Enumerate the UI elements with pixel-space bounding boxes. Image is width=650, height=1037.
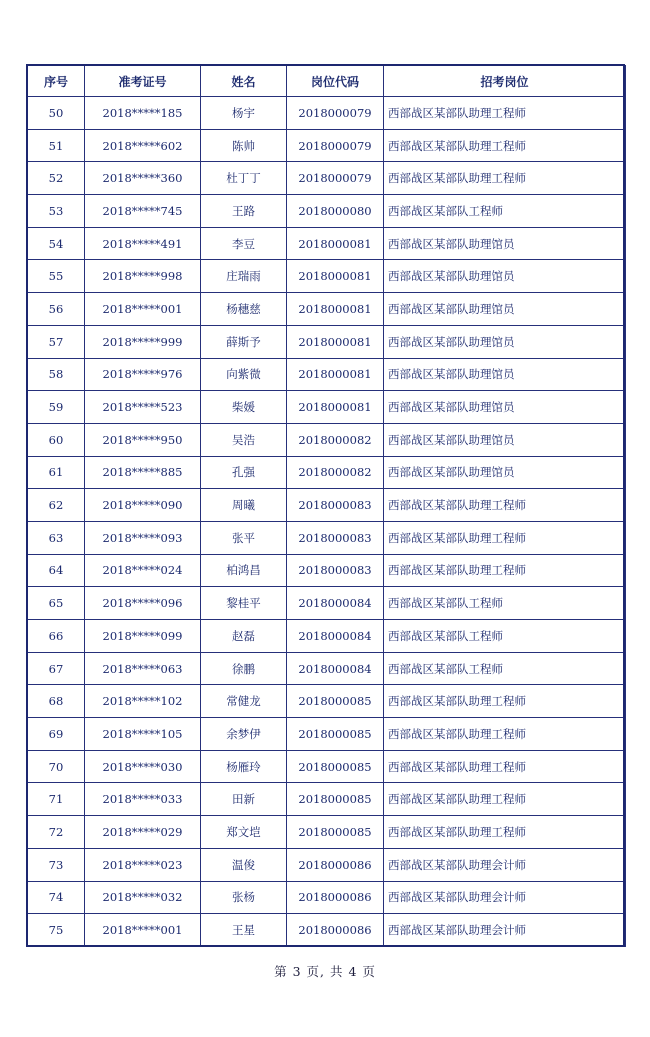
table-row <box>28 423 626 456</box>
table-row <box>28 456 626 489</box>
cell-exam-id: 2018*****001 <box>85 914 201 947</box>
table-row <box>28 391 626 424</box>
cell-exam-id: 2018*****998 <box>85 260 201 293</box>
cell-post-title: 西部战区某部队助理工程师 <box>384 685 626 718</box>
cell-serial-no: 58 <box>28 358 85 391</box>
cell-serial-no: 71 <box>28 783 85 816</box>
cell-post-code: 2018000085 <box>287 783 384 816</box>
cell-post-title: 西部战区某部队助理馆员 <box>384 325 626 358</box>
cell-name: 李豆 <box>201 227 287 260</box>
cell-name: 薛斯予 <box>201 325 287 358</box>
cell-serial-no: 62 <box>28 489 85 522</box>
cell-name: 柏鸿昌 <box>201 554 287 587</box>
cell-serial-no: 57 <box>28 325 85 358</box>
cell-post-code: 2018000084 <box>287 652 384 685</box>
cell-post-code: 2018000085 <box>287 750 384 783</box>
cell-serial-no: 70 <box>28 750 85 783</box>
cell-name: 陈帅 <box>201 129 287 162</box>
cell-post-code: 2018000085 <box>287 685 384 718</box>
cell-post-title: 西部战区某部队助理工程师 <box>384 750 626 783</box>
cell-post-code: 2018000086 <box>287 914 384 947</box>
cell-name: 徐鹏 <box>201 652 287 685</box>
table-header-row <box>28 66 626 97</box>
table-row <box>28 97 626 130</box>
cell-name: 杨宇 <box>201 97 287 130</box>
cell-serial-no: 65 <box>28 587 85 620</box>
cell-name: 杨雁玲 <box>201 750 287 783</box>
cell-name: 向紫微 <box>201 358 287 391</box>
cell-exam-id: 2018*****030 <box>85 750 201 783</box>
cell-serial-no: 60 <box>28 423 85 456</box>
cell-exam-id: 2018*****001 <box>85 293 201 326</box>
cell-serial-no: 68 <box>28 685 85 718</box>
cell-exam-id: 2018*****063 <box>85 652 201 685</box>
header-exam-id: 准考证号 <box>85 66 201 97</box>
cell-name: 孔强 <box>201 456 287 489</box>
cell-exam-id: 2018*****185 <box>85 97 201 130</box>
cell-exam-id: 2018*****033 <box>85 783 201 816</box>
cell-serial-no: 64 <box>28 554 85 587</box>
cell-name: 黎桂平 <box>201 587 287 620</box>
table-row <box>28 848 626 881</box>
header-post-title: 招考岗位 <box>384 66 626 97</box>
cell-exam-id: 2018*****602 <box>85 129 201 162</box>
table-row <box>28 587 626 620</box>
cell-post-code: 2018000083 <box>287 521 384 554</box>
table-row <box>28 620 626 653</box>
cell-name: 常健龙 <box>201 685 287 718</box>
cell-serial-no: 69 <box>28 718 85 751</box>
cell-post-code: 2018000079 <box>287 129 384 162</box>
table-row <box>28 718 626 751</box>
cell-exam-id: 2018*****032 <box>85 881 201 914</box>
cell-name: 周曦 <box>201 489 287 522</box>
cell-name: 杨穗慈 <box>201 293 287 326</box>
table-row <box>28 325 626 358</box>
cell-serial-no: 61 <box>28 456 85 489</box>
cell-name: 张杨 <box>201 881 287 914</box>
cell-name: 吴浩 <box>201 423 287 456</box>
cell-serial-no: 73 <box>28 848 85 881</box>
cell-post-title: 西部战区某部队工程师 <box>384 195 626 228</box>
cell-name: 柴媛 <box>201 391 287 424</box>
cell-post-code: 2018000086 <box>287 881 384 914</box>
table-row <box>28 652 626 685</box>
cell-post-code: 2018000079 <box>287 97 384 130</box>
cell-name: 王路 <box>201 195 287 228</box>
cell-post-code: 2018000081 <box>287 293 384 326</box>
cell-post-code: 2018000082 <box>287 423 384 456</box>
table-row <box>28 881 626 914</box>
cell-exam-id: 2018*****096 <box>85 587 201 620</box>
cell-name: 王星 <box>201 914 287 947</box>
table-row <box>28 129 626 162</box>
cell-post-title: 西部战区某部队助理工程师 <box>384 489 626 522</box>
table-row <box>28 162 626 195</box>
cell-post-code: 2018000081 <box>287 227 384 260</box>
cell-post-title: 西部战区某部队助理馆员 <box>384 293 626 326</box>
cell-post-code: 2018000085 <box>287 816 384 849</box>
cell-post-title: 西部战区某部队助理工程师 <box>384 162 626 195</box>
cell-name: 杜丁丁 <box>201 162 287 195</box>
cell-serial-no: 50 <box>28 97 85 130</box>
header-post-code: 岗位代码 <box>287 66 384 97</box>
cell-exam-id: 2018*****523 <box>85 391 201 424</box>
table-row <box>28 260 626 293</box>
cell-post-title: 西部战区某部队助理工程师 <box>384 554 626 587</box>
cell-post-code: 2018000083 <box>287 489 384 522</box>
cell-post-code: 2018000086 <box>287 848 384 881</box>
header-serial-no: 序号 <box>28 66 85 97</box>
results-table <box>27 65 626 947</box>
cell-exam-id: 2018*****999 <box>85 325 201 358</box>
table-row <box>28 358 626 391</box>
cell-post-code: 2018000079 <box>287 162 384 195</box>
cell-serial-no: 75 <box>28 914 85 947</box>
cell-post-code: 2018000081 <box>287 358 384 391</box>
cell-name: 田新 <box>201 783 287 816</box>
cell-post-title: 西部战区某部队助理馆员 <box>384 423 626 456</box>
table-body <box>28 97 626 947</box>
cell-post-code: 2018000081 <box>287 391 384 424</box>
cell-post-title: 西部战区某部队助理会计师 <box>384 881 626 914</box>
cell-post-title: 西部战区某部队工程师 <box>384 652 626 685</box>
cell-serial-no: 56 <box>28 293 85 326</box>
cell-exam-id: 2018*****102 <box>85 685 201 718</box>
cell-post-title: 西部战区某部队助理工程师 <box>384 718 626 751</box>
cell-serial-no: 54 <box>28 227 85 260</box>
cell-post-code: 2018000082 <box>287 456 384 489</box>
cell-exam-id: 2018*****099 <box>85 620 201 653</box>
cell-post-title: 西部战区某部队助理馆员 <box>384 391 626 424</box>
cell-post-title: 西部战区某部队助理工程师 <box>384 129 626 162</box>
cell-post-code: 2018000084 <box>287 587 384 620</box>
cell-serial-no: 63 <box>28 521 85 554</box>
cell-post-title: 西部战区某部队助理会计师 <box>384 914 626 947</box>
cell-name: 郑文垲 <box>201 816 287 849</box>
cell-serial-no: 67 <box>28 652 85 685</box>
cell-serial-no: 51 <box>28 129 85 162</box>
cell-post-title: 西部战区某部队助理馆员 <box>384 260 626 293</box>
table-row <box>28 293 626 326</box>
table-row <box>28 914 626 947</box>
cell-exam-id: 2018*****090 <box>85 489 201 522</box>
cell-serial-no: 66 <box>28 620 85 653</box>
cell-serial-no: 52 <box>28 162 85 195</box>
cell-name: 温俊 <box>201 848 287 881</box>
cell-post-title: 西部战区某部队助理工程师 <box>384 521 626 554</box>
cell-post-code: 2018000081 <box>287 260 384 293</box>
cell-exam-id: 2018*****023 <box>85 848 201 881</box>
cell-post-title: 西部战区某部队工程师 <box>384 587 626 620</box>
table-row <box>28 554 626 587</box>
cell-exam-id: 2018*****950 <box>85 423 201 456</box>
cell-post-title: 西部战区某部队助理工程师 <box>384 97 626 130</box>
cell-name: 余梦伊 <box>201 718 287 751</box>
table-row <box>28 227 626 260</box>
cell-exam-id: 2018*****105 <box>85 718 201 751</box>
cell-exam-id: 2018*****745 <box>85 195 201 228</box>
table-row <box>28 521 626 554</box>
cell-exam-id: 2018*****024 <box>85 554 201 587</box>
cell-exam-id: 2018*****029 <box>85 816 201 849</box>
table-row <box>28 685 626 718</box>
table-row <box>28 816 626 849</box>
cell-serial-no: 72 <box>28 816 85 849</box>
cell-post-code: 2018000083 <box>287 554 384 587</box>
cell-serial-no: 53 <box>28 195 85 228</box>
cell-post-title: 西部战区某部队助理馆员 <box>384 227 626 260</box>
page-footer: 第 3 页, 共 4 页 <box>274 964 376 979</box>
cell-exam-id: 2018*****885 <box>85 456 201 489</box>
cell-post-title: 西部战区某部队助理工程师 <box>384 783 626 816</box>
cell-exam-id: 2018*****491 <box>85 227 201 260</box>
cell-post-code: 2018000085 <box>287 718 384 751</box>
cell-post-title: 西部战区某部队助理会计师 <box>384 848 626 881</box>
cell-post-code: 2018000081 <box>287 325 384 358</box>
table-row <box>28 489 626 522</box>
cell-post-code: 2018000084 <box>287 620 384 653</box>
table-row <box>28 750 626 783</box>
cell-post-title: 西部战区某部队助理馆员 <box>384 456 626 489</box>
cell-serial-no: 55 <box>28 260 85 293</box>
header-name: 姓名 <box>201 66 287 97</box>
cell-exam-id: 2018*****360 <box>85 162 201 195</box>
cell-post-title: 西部战区某部队助理工程师 <box>384 816 626 849</box>
cell-exam-id: 2018*****976 <box>85 358 201 391</box>
cell-name: 赵磊 <box>201 620 287 653</box>
cell-exam-id: 2018*****093 <box>85 521 201 554</box>
cell-name: 张平 <box>201 521 287 554</box>
table-row <box>28 783 626 816</box>
cell-serial-no: 59 <box>28 391 85 424</box>
cell-post-code: 2018000080 <box>287 195 384 228</box>
cell-post-title: 西部战区某部队工程师 <box>384 620 626 653</box>
cell-post-title: 西部战区某部队助理馆员 <box>384 358 626 391</box>
cell-serial-no: 74 <box>28 881 85 914</box>
cell-name: 庄瑞雨 <box>201 260 287 293</box>
table-row <box>28 195 626 228</box>
